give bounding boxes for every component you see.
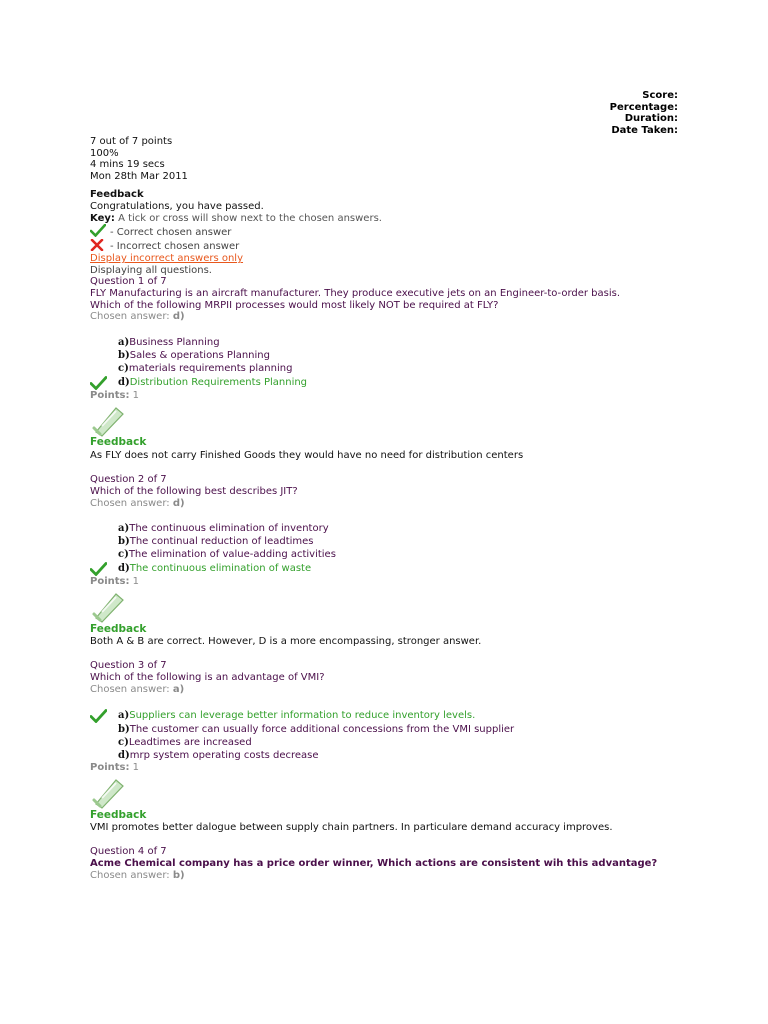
feedback-heading: Feedback <box>90 189 144 200</box>
question-text-line: FLY Manufacturing is an aircraft manufacturer. They produce executive jets on an Engineer-to-order basis. <box>90 287 621 299</box>
question-text-line: Which of the following best describes JIT? <box>90 485 298 497</box>
chosen-answer-label: Chosen answer: <box>90 683 170 695</box>
question-2-feedback-text: Both A & B are correct. However, D is a more encompassing, stronger answer. <box>90 636 482 647</box>
incorrect-legend-text: - Incorrect chosen answer <box>110 240 240 252</box>
question-2-option-a[interactable]: a)The continuous elimination of inventory <box>118 523 329 534</box>
chosen-answer-value: d) <box>172 497 185 509</box>
question-number: Question 3 of 7 <box>90 660 167 671</box>
question-1-feedback-text: As FLY does not carry Finished Goods they would have no need for distribution centers <box>90 450 524 461</box>
chosen-answer-label: Chosen answer: <box>90 497 170 509</box>
score-summary-values <box>90 136 188 182</box>
key-label: Key: <box>90 212 115 224</box>
chosen-answer-label: Chosen answer: <box>90 311 170 323</box>
question-1-option-b[interactable]: b)Sales & operations Planning <box>118 350 270 361</box>
date-taken-value: Mon 28th Mar 2011 <box>90 170 188 182</box>
incorrect-legend-row <box>90 239 680 253</box>
displaying-all-text: Displaying all questions. <box>90 265 212 277</box>
question-3-option-d[interactable]: d)mrp system operating costs decrease <box>118 750 319 761</box>
question-3-option-a[interactable]: a)Suppliers can leverage better information to reduce inventory levels. <box>118 710 476 721</box>
feedback-key-section <box>90 189 680 277</box>
question-3-header <box>90 660 325 695</box>
correct-legend-text: - Correct chosen answer <box>110 226 232 238</box>
question-2-points: Points: 1 <box>90 576 140 587</box>
pass-message: Congratulations, you have passed. <box>90 200 264 212</box>
question-2-option-b[interactable]: b)The continual reduction of leadtimes <box>118 536 314 547</box>
question-3-points: Points: 1 <box>90 762 140 773</box>
duration-label: Duration: <box>624 113 678 124</box>
chalk-icon <box>90 588 126 627</box>
question-4-header <box>90 846 657 881</box>
question-1-feedback-title: Feedback <box>90 436 147 448</box>
chosen-answer-value: d) <box>172 311 185 323</box>
chosen-answer-value: b) <box>172 869 185 881</box>
question-2-option-d[interactable]: d)The continuous elimination of waste <box>118 563 312 574</box>
key-text: A tick or cross will show next to the chosen answers. <box>118 212 382 224</box>
duration-value: 4 mins 19 secs <box>90 159 165 171</box>
question-text-line: Which of the following MRPII processes would most likely NOT be required at FLY? <box>90 299 499 311</box>
percentage-label: Percentage: <box>609 101 678 113</box>
question-2-feedback-title: Feedback <box>90 623 147 635</box>
question-3-option-b[interactable]: b)The customer can usually force additional concessions from the VMI supplier <box>118 724 515 735</box>
date-taken-label: Date Taken: <box>611 124 678 136</box>
chosen-answer-label: Chosen answer: <box>90 869 170 881</box>
question-1-points: Points: 1 <box>90 390 140 401</box>
score-label: Score: <box>642 90 678 101</box>
question-number: Question 4 of 7 <box>90 846 167 857</box>
percentage-value: 100% <box>90 147 119 159</box>
question-text-line: Acme Chemical company has a price order winner, Which actions are consistent wih this advantage? <box>90 857 658 869</box>
question-1-option-d[interactable]: d)Distribution Requirements Planning <box>118 377 308 388</box>
score-value: 7 out of 7 points <box>90 136 173 147</box>
question-1-header <box>90 276 620 323</box>
chosen-answer-value: a) <box>172 683 185 695</box>
question-number: Question 2 of 7 <box>90 474 167 485</box>
question-1-option-c[interactable]: c)materials requirements planning <box>118 363 293 374</box>
correct-legend-row <box>90 225 680 239</box>
tick-icon <box>90 709 107 726</box>
question-3-feedback-text: VMI promotes better dalogue between supply chain partners. In particulare demand accuracy improves. <box>90 822 613 833</box>
question-2-header <box>90 474 298 509</box>
question-number: Question 1 of 7 <box>90 276 167 287</box>
question-3-option-c[interactable]: c)Leadtimes are increased <box>118 737 252 748</box>
display-incorrect-link[interactable]: Display incorrect answers only <box>90 253 244 265</box>
question-text-line: Which of the following is an advantage of VMI? <box>90 671 325 683</box>
question-3-feedback-title: Feedback <box>90 809 147 821</box>
key-line <box>90 213 680 225</box>
question-1-option-a[interactable]: a)Business Planning <box>118 337 220 348</box>
chalk-icon <box>90 774 126 813</box>
cross-icon <box>90 239 110 254</box>
score-summary-labels <box>610 90 678 136</box>
question-2-option-c[interactable]: c)The elimination of value-adding activities <box>118 549 336 560</box>
